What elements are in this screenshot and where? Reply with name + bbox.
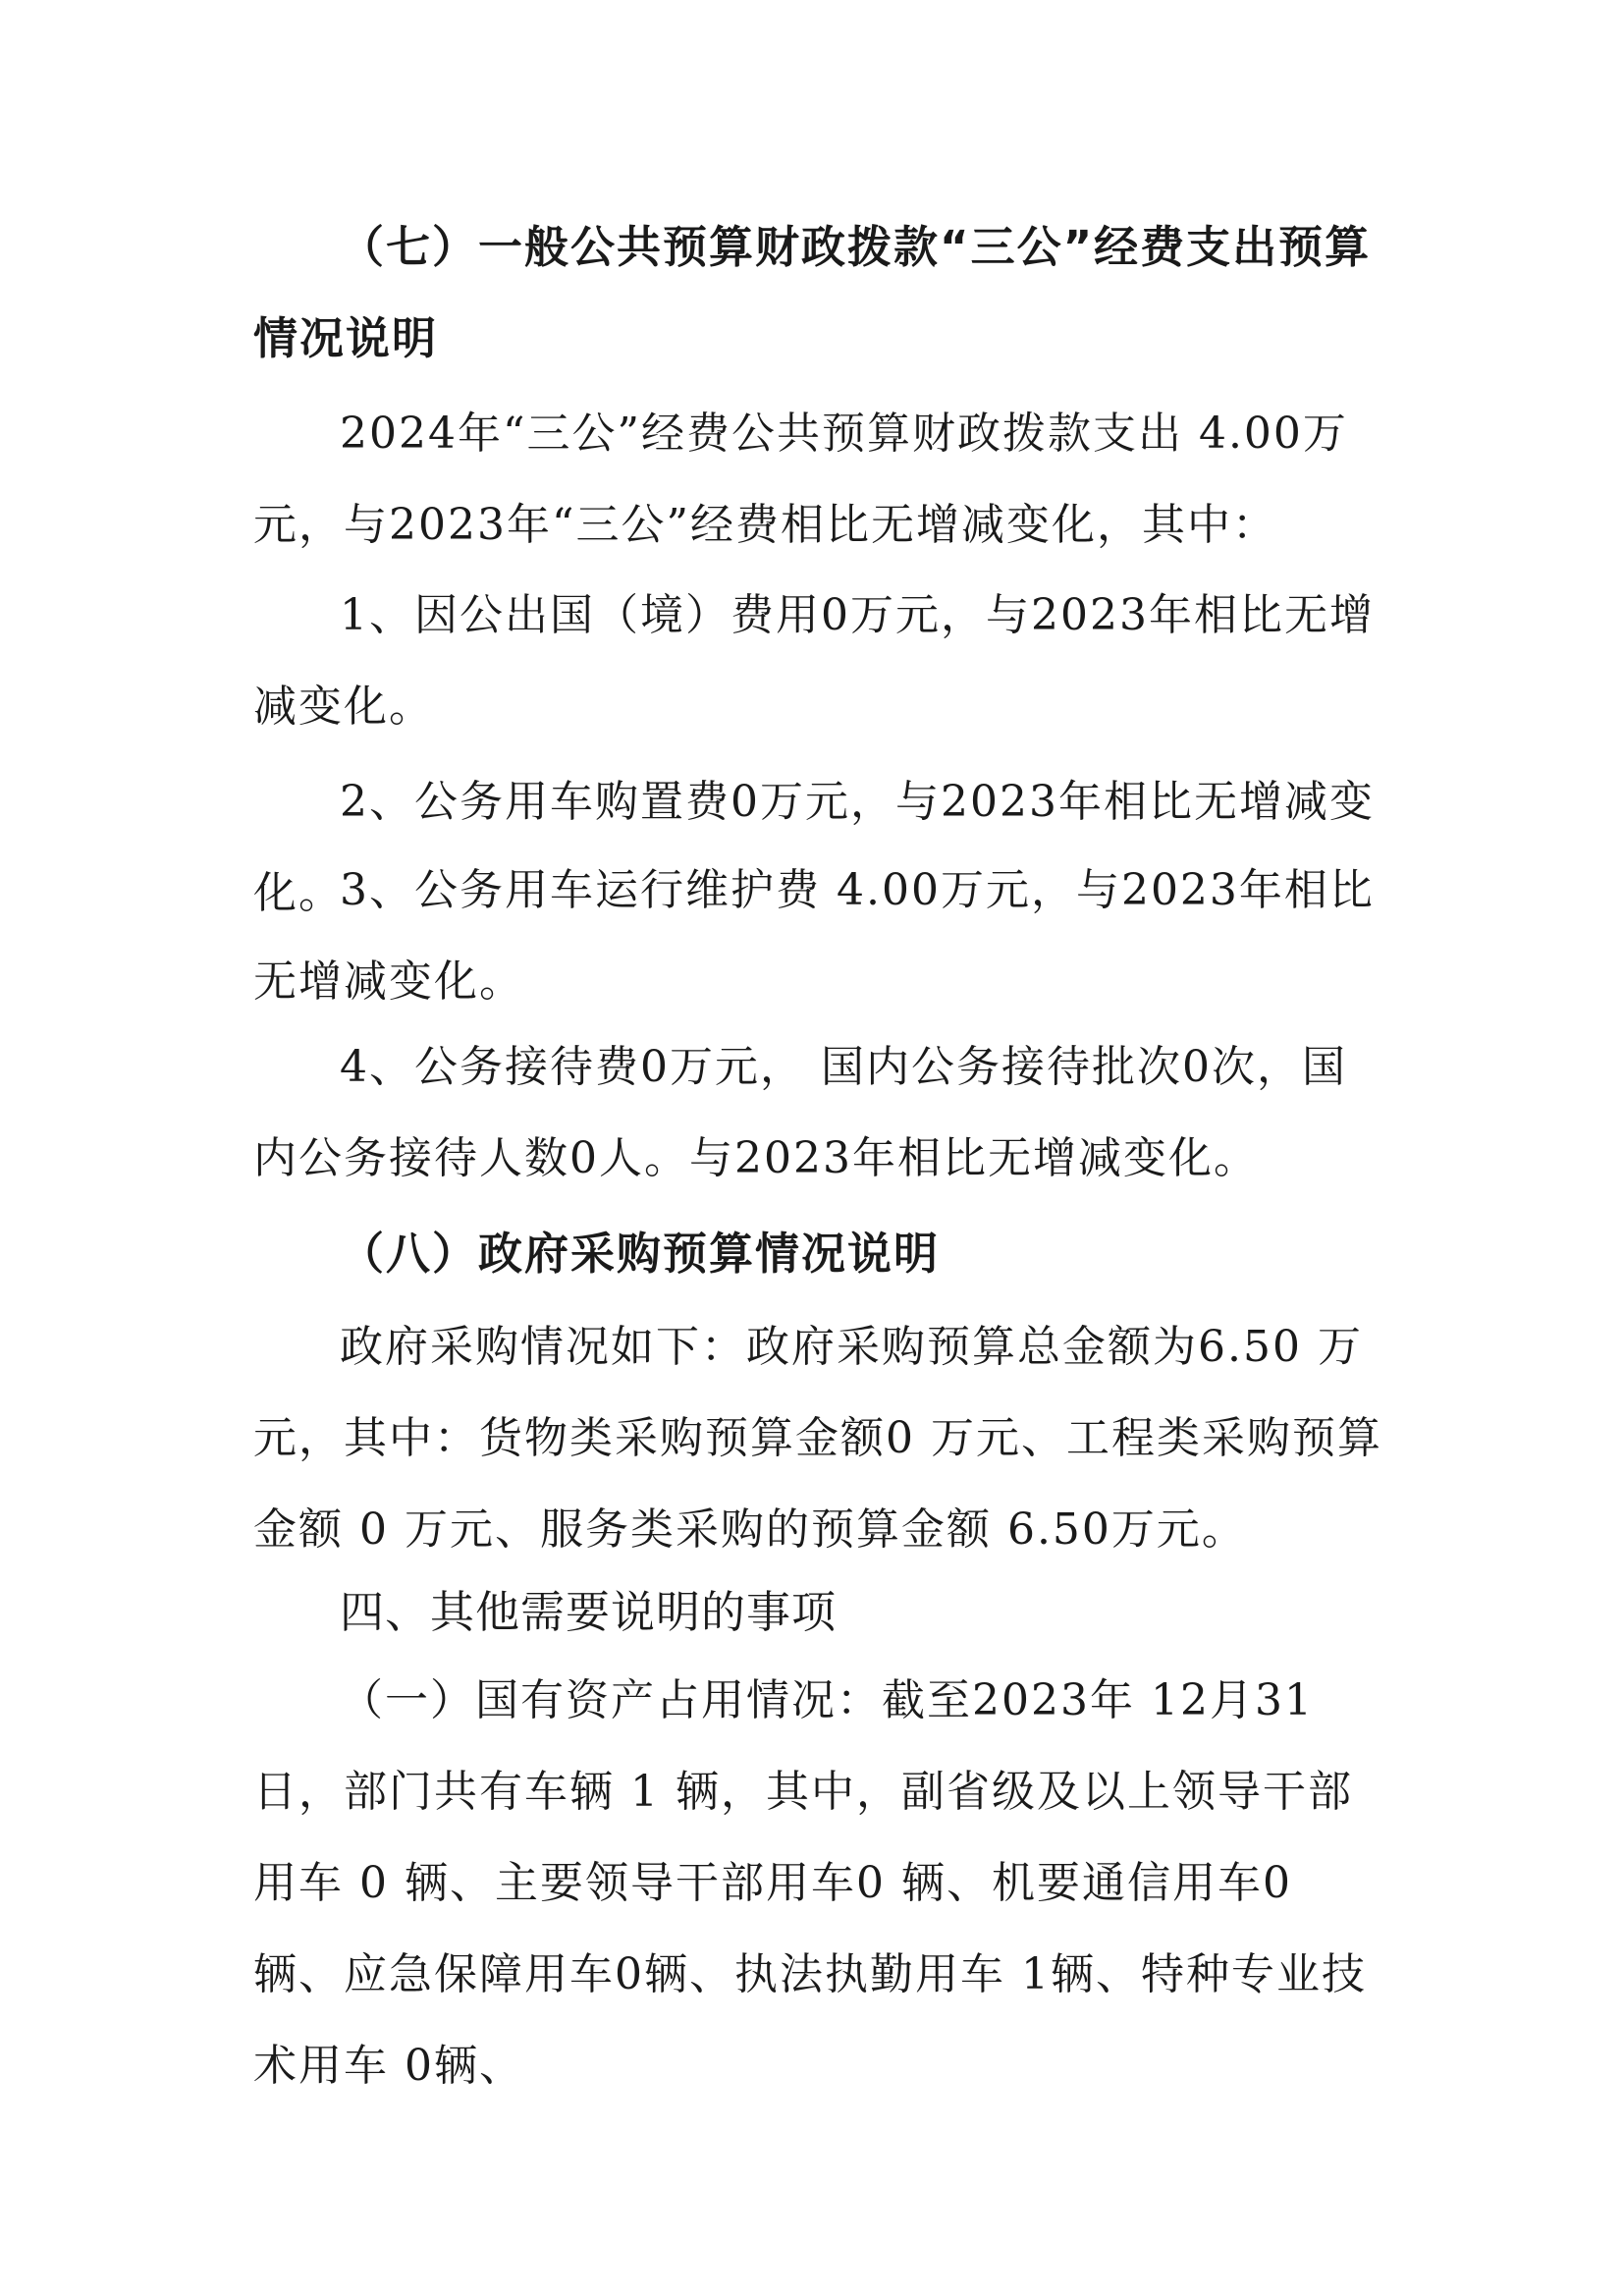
- heading-procurement: （八）政府采购预算情况说明: [340, 1228, 941, 1280]
- paragraph-vehicle-purchase: 2、公务用车购置费0万元，与2023年相比无增减变化。: [253, 777, 1375, 918]
- paragraph-overseas-travel: 1、因公出国（境）费用0万元，与2023年相比无增减变化。: [253, 590, 1375, 732]
- paragraph-three-public-total: 2024年“三公”经费公共预算财政拨款支出 4.00万元，与2023年“三公”经费相比无增减变化，其中：: [253, 409, 1348, 550]
- section-heading-other-matters: 四、其他需要说明的事项: [340, 1586, 838, 1638]
- paragraph-procurement: 政府采购情况如下：政府采购预算总金额为6.50 万元，其中：货物类采购预算金额0 万元、工程类采购预算金额 0 万元、服务类采购的预算金额 6.50万元。: [253, 1322, 1382, 1555]
- paragraph-vehicle-maintenance: 3、公务用车运行维护费 4.00万元，与2023年相比无增减变化。: [253, 865, 1375, 1007]
- paragraph-reception: 4、公务接待费0万元， 国内公务接待批次0次，国内公务接待人数0人。与2023年相比无增减变化。: [253, 1042, 1347, 1183]
- paragraph-state-assets: （一）国有资产占用情况：截至2023年 12月31日，部门共有车辆 1 辆，其中，副省级及以上领导干部用车 0 辆、主要领导干部用车0 辆、机要通信用车0 辆、应急保障用车0辆、执法执勤用车 1辆、特种专业技术用车 0辆、: [253, 1675, 1367, 2091]
- heading-three-public-budget: （七）一般公共预算财政拨款“三公”经费支出预算情况说明: [253, 221, 1372, 364]
